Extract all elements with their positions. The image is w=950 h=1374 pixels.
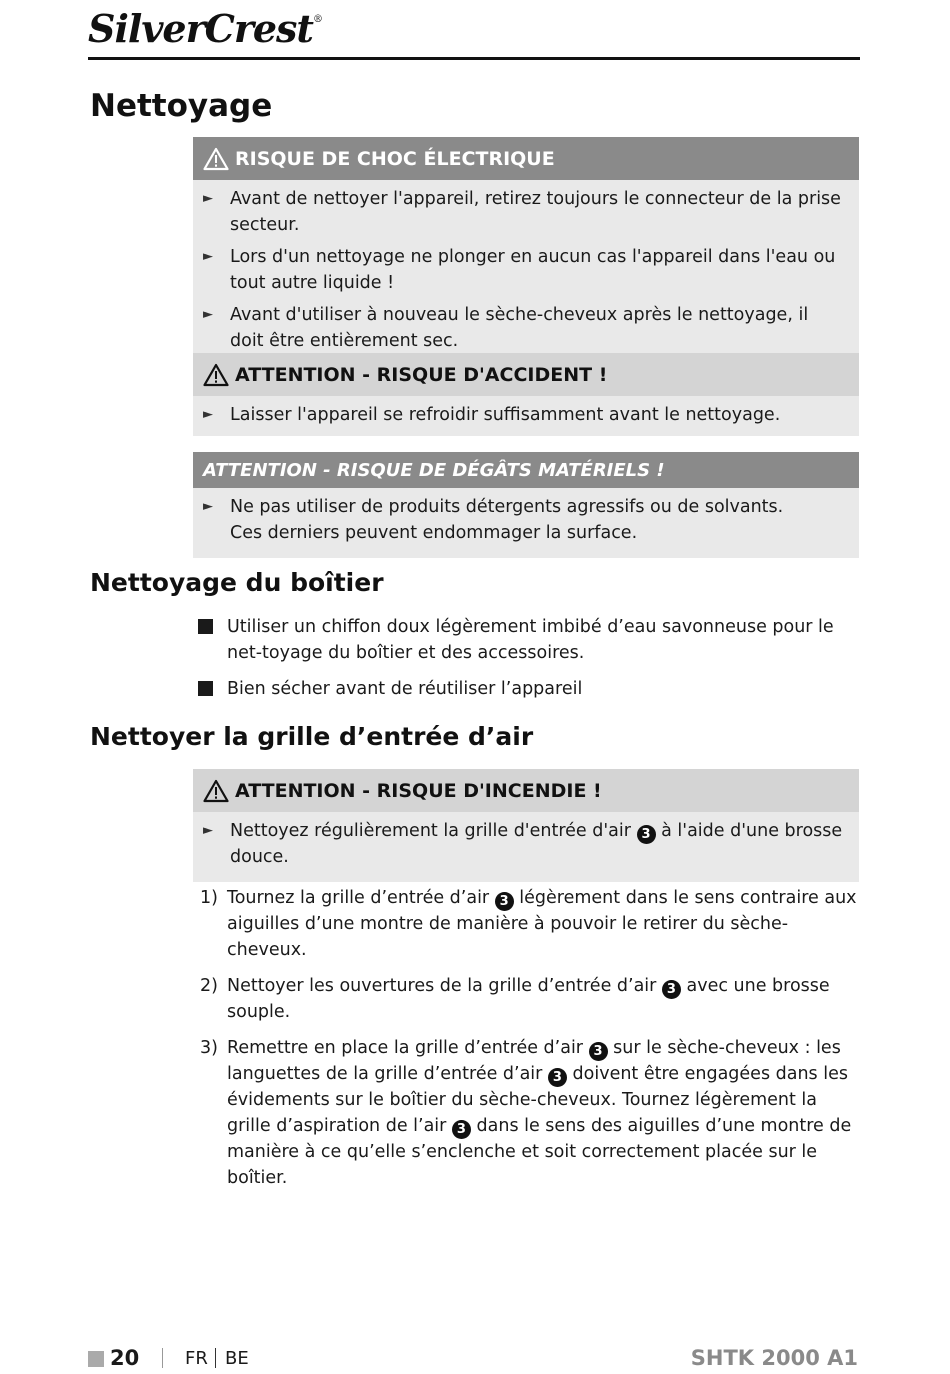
warning-triangle-icon: [203, 363, 229, 387]
divider: [162, 1348, 163, 1368]
part-number-badge: 3: [662, 980, 681, 999]
list-item: Utiliser un chiffon doux légèrement imbibé d’eau savonneuse pour le net-toyage du boîtier et des accessoires.: [198, 614, 838, 666]
warning-box-accident: [193, 353, 859, 436]
warning-box-electric-shock: [193, 137, 859, 366]
arrow-bullet-icon: ►: [203, 249, 213, 264]
warning-triangle-icon: [203, 147, 229, 171]
list-item: ► Avant de nettoyer l'appareil, retirez toujours le connecteur de la prise secteur.: [203, 186, 847, 238]
section-heading-housing: Nettoyage du boîtier: [90, 568, 384, 597]
list-item: ► Lors d'un nettoyage ne plonger en aucun cas l'appareil dans l'eau ou tout autre liquide !: [203, 244, 847, 296]
square-bullet-icon: [198, 676, 227, 704]
divider: [215, 1348, 216, 1368]
arrow-bullet-icon: ►: [203, 407, 213, 422]
list-item: ► Ne pas utiliser de produits détergents agressifs ou de solvants. Ces derniers peuvent endommager la surface.: [203, 494, 847, 546]
warning-heading: ATTENTION - RISQUE DE DÉGÂTS MATÉRIELS !: [193, 452, 859, 488]
part-number-badge: 3: [637, 825, 656, 844]
model-number: SHTK 2000 A1: [690, 1346, 858, 1370]
arrow-bullet-icon: ►: [203, 499, 213, 514]
warning-heading: ATTENTION - RISQUE D'ACCIDENT !: [193, 353, 859, 396]
page-footer: [88, 1346, 858, 1374]
section-heading-grille: Nettoyer la grille d’entrée d’air: [90, 722, 534, 751]
list-item: ► Avant d'utiliser à nouveau le sèche-cheveux après le nettoyage, il doit être entièrement sec.: [203, 302, 847, 354]
warning-box-material-damage: [193, 452, 859, 558]
arrow-bullet-icon: ►: [203, 823, 213, 838]
steps-list: [200, 885, 860, 1201]
warning-box-fire: [193, 769, 859, 882]
part-number-badge: 3: [452, 1120, 471, 1139]
page-title: Nettoyage: [90, 88, 273, 124]
brand-logo: SilverCrest®: [88, 6, 322, 51]
step-item: 3) Remettre en place la grille d’entrée d’air 3 sur le sèche-cheveux : les languettes de la grille d’entrée d’air 3 doivent être engagées dans les évidements sur le boîtier du sèche-cheveux. Tournez légèrement la grille d’aspiration de l’air 3 dans le sens des aiguilles d’une montre de manière à ce qu’elle s’enclenche et soit correctement placée sur le boîtier.: [200, 1038, 852, 1188]
warning-triangle-icon: [203, 779, 229, 803]
warning-heading: RISQUE DE CHOC ÉLECTRIQUE: [193, 137, 859, 180]
language-code: FR: [185, 1348, 208, 1369]
part-number-badge: 3: [495, 892, 514, 911]
square-marker-icon: [88, 1351, 104, 1367]
part-number-badge: 3: [589, 1042, 608, 1061]
step-item: 1) Tournez la grille d’entrée d’air 3 légèrement dans le sens contraire aux aiguilles d’une montre de manière à pouvoir le retirer du sèche-cheveux.: [200, 888, 857, 960]
header-rule: [88, 57, 860, 60]
country-code: BE: [225, 1348, 249, 1369]
list-item: ► Laisser l'appareil se refroidir suffisamment avant le nettoyage.: [203, 402, 847, 428]
square-bullet-icon: [198, 614, 227, 666]
arrow-bullet-icon: ►: [203, 307, 213, 322]
page-number: 20: [110, 1346, 140, 1370]
arrow-bullet-icon: ►: [203, 191, 213, 206]
list-item: Bien sécher avant de réutiliser l’appareil: [198, 676, 838, 704]
step-item: 2) Nettoyer les ouvertures de la grille d’entrée d’air 3 avec une brosse souple.: [200, 976, 830, 1022]
part-number-badge: 3: [548, 1068, 567, 1087]
list-item: ► Nettoyez régulièrement la grille d'entrée d'air 3 à l'aide d'une brosse douce.: [203, 818, 847, 870]
warning-heading: ATTENTION - RISQUE D'INCENDIE !: [193, 769, 859, 812]
housing-list: [198, 614, 838, 714]
